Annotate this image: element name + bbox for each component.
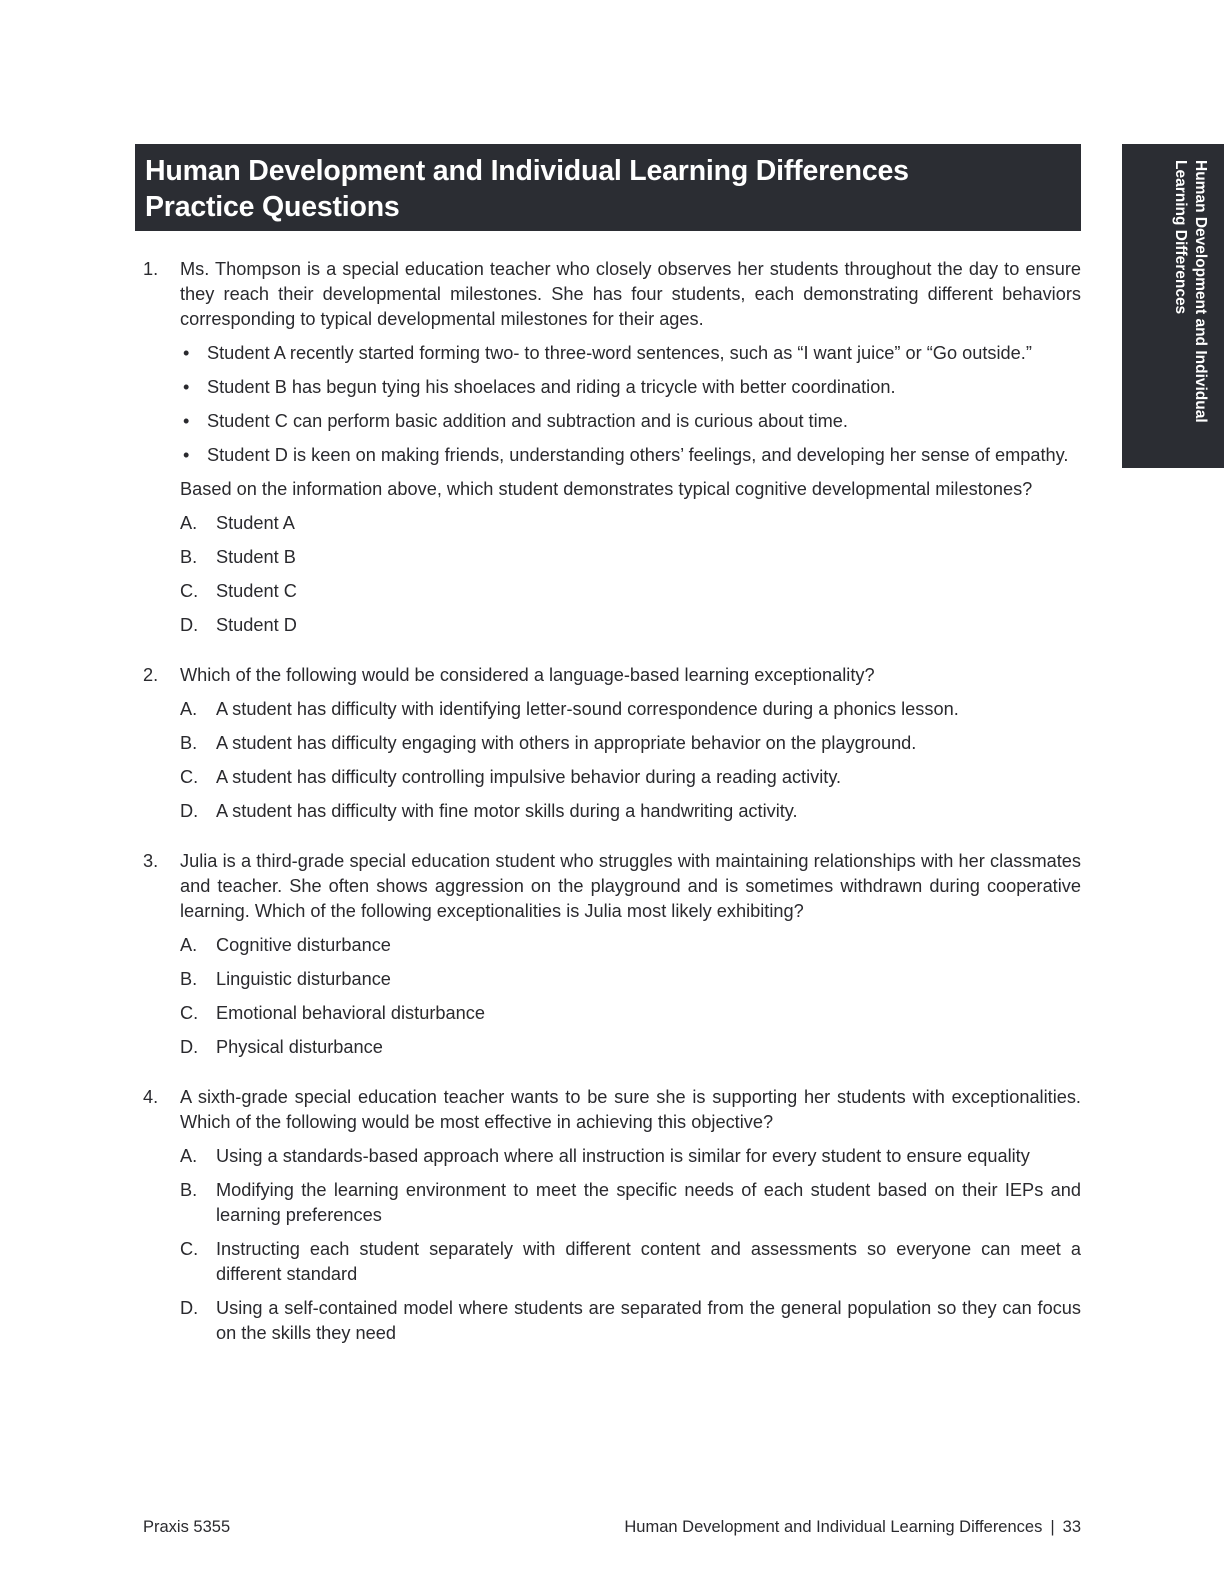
footer-section-title: Human Development and Individual Learning Differences xyxy=(624,1518,1043,1536)
answer-option-b: B. Linguistic disturbance xyxy=(180,969,391,989)
question-text: Julia is a third-grade special education student who struggles with maintaining relationships with her classmates and teacher. She often shows aggression on the playground and is sometimes withdrawn during cooperative learning. Which of the following exceptionalities is Julia most likely exhibiting? xyxy=(180,851,1081,921)
question-2 xyxy=(143,663,1081,824)
question-1 xyxy=(143,257,1081,638)
answer-option-d: D. A student has difficulty with fine motor skills during a handwriting activity. xyxy=(180,801,798,821)
question-number: 2. xyxy=(143,665,159,685)
question-prompt: Based on the information above, which student demonstrates typical cognitive developmental milestones? xyxy=(180,479,1033,499)
footer-exam-name: Praxis 5355 xyxy=(143,1518,231,1536)
question-number: 3. xyxy=(143,851,159,871)
page-title-line-1: Human Development and Individual Learning Differences xyxy=(145,155,909,187)
question-text: A sixth-grade special education teacher wants to be sure she is supporting her students with exceptionalities. Which of the following would be most effective in achieving this objective? xyxy=(180,1087,1081,1132)
list-item: • Student B has begun tying his shoelaces and riding a tricycle with better coordination. xyxy=(180,375,1081,400)
bullet-icon: • xyxy=(183,377,190,397)
answer-option-a: A. Using a standards-based approach where all instruction is similar for every student to ensure equality xyxy=(180,1146,1030,1166)
answer-option-d: D. Physical disturbance xyxy=(180,1037,383,1057)
student-list xyxy=(180,341,1081,468)
side-tab-line-1: Human Development and Individual xyxy=(1192,160,1209,423)
list-item: • Student A recently started forming two- to three-word sentences, such as “I want juice” or “Go outside.” xyxy=(180,341,1081,366)
page-number: 33 xyxy=(1062,1518,1081,1536)
answer-option-a: A. Student A xyxy=(180,513,295,533)
question-text: Which of the following would be considered a language-based learning exceptionality? xyxy=(180,665,875,685)
answer-option-b: B. Modifying the learning environment to meet the specific needs of each student based on their IEPs and learning preferences xyxy=(180,1180,1081,1225)
list-item: • Student C can perform basic addition and subtraction and is curious about time. xyxy=(180,409,1081,434)
bullet-icon: • xyxy=(183,343,190,363)
bullet-icon: • xyxy=(183,445,190,465)
answer-option-b: B. A student has difficulty engaging with others in appropriate behavior on the playground. xyxy=(180,733,917,753)
answer-option-c: C. Instructing each student separately with different content and assessments so everyone can meet a different standard xyxy=(180,1239,1081,1284)
questions-list xyxy=(143,257,1081,1371)
answer-option-c: C. Emotional behavioral disturbance xyxy=(180,1003,485,1023)
side-tab-label xyxy=(1170,160,1210,423)
answer-option-c: C. Student C xyxy=(180,581,297,601)
page-title-line-2: Practice Questions xyxy=(145,191,400,223)
section-side-tab xyxy=(1122,144,1224,468)
list-item: • Student D is keen on making friends, understanding others’ feelings, and developing her sense of empathy. xyxy=(180,443,1081,468)
question-3 xyxy=(143,849,1081,1060)
question-number: 4. xyxy=(143,1087,159,1107)
answer-option-d: D. Student D xyxy=(180,615,297,635)
answer-option-c: C. A student has difficulty controlling impulsive behavior during a reading activity. xyxy=(180,767,842,787)
footer-separator: | xyxy=(1050,1518,1055,1536)
answer-option-a: A. A student has difficulty with identifying letter-sound correspondence during a phonics lesson. xyxy=(180,699,959,719)
answer-option-a: A. Cognitive disturbance xyxy=(180,935,391,955)
answer-option-d: D. Using a self-contained model where students are separated from the general population so they can focus on the skills they need xyxy=(180,1298,1081,1343)
footer-section-and-page xyxy=(624,1516,1081,1538)
question-4 xyxy=(143,1085,1081,1346)
question-text: Ms. Thompson is a special education teacher who closely observes her students throughout the day to ensure they reach their developmental milestones. She has four students, each demonstrating different behaviors corresponding to typical developmental milestones for their ages. xyxy=(180,259,1081,329)
side-tab-line-2: Learning Differences xyxy=(1172,160,1189,315)
answer-option-b: B. Student B xyxy=(180,547,296,567)
page-title-banner xyxy=(135,144,1081,231)
question-number: 1. xyxy=(143,259,159,279)
bullet-icon: • xyxy=(183,411,190,431)
